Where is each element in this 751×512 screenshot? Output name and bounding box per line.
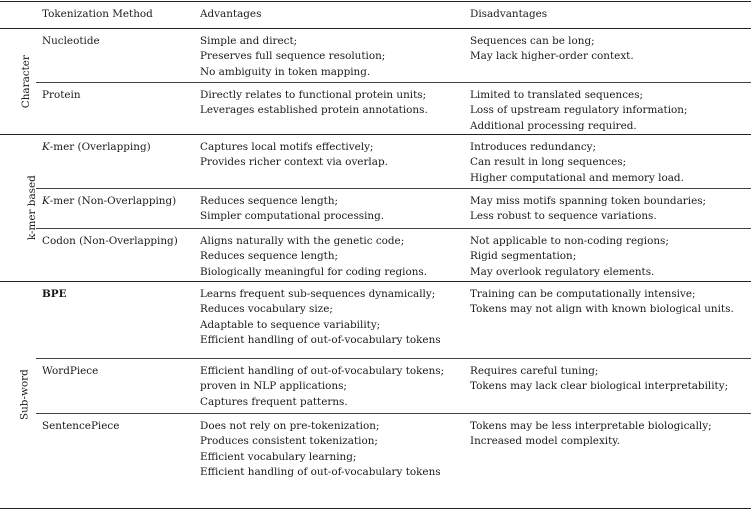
disadvantages-cell xyxy=(464,359,751,414)
table-row xyxy=(0,282,751,359)
advantage-item: Biologically meaningful for coding regions. xyxy=(200,265,428,278)
disadvantage-item: Tokens may not align with known biological units. xyxy=(470,303,734,316)
table-row xyxy=(0,414,751,509)
group-label: k-mer based xyxy=(25,175,38,241)
method-name: SentencePiece xyxy=(42,420,120,432)
advantage-item: Efficient handling of out-of-vocabulary tokens xyxy=(200,333,441,346)
disadvantage-item: May lack higher-order context. xyxy=(470,50,634,63)
advantage-item: Learns frequent sub-sequences dynamically; xyxy=(200,288,436,300)
disadvantage-item: Loss of upstream regulatory information; xyxy=(470,104,688,117)
advantage-item: Reduces sequence length; xyxy=(200,195,339,207)
advantage-item: Preserves full sequence resolution; xyxy=(200,50,386,63)
advantage-item: Simple and direct; xyxy=(200,35,298,47)
header-disadvantages: Disadvantages xyxy=(470,8,548,21)
advantage-item: Directly relates to functional protein units; xyxy=(200,89,427,101)
advantage-item: Provides richer context via overlap. xyxy=(200,156,388,169)
table-row xyxy=(0,135,751,189)
method-cell xyxy=(36,29,194,83)
method-name: Codon (Non-Overlapping) xyxy=(42,235,178,247)
advantage-item: Leverages established protein annotations. xyxy=(200,104,428,117)
table-row xyxy=(0,29,751,83)
disadvantages-cell xyxy=(464,29,751,83)
advantage-item: Aligns naturally with the genetic code; xyxy=(200,235,405,247)
group-label: Sub-word xyxy=(18,369,31,421)
method-cell xyxy=(36,414,194,509)
disadvantage-item: Tokens may be less interpretable biologically; xyxy=(470,420,712,432)
advantages-cell xyxy=(194,359,464,414)
disadvantage-item: Training can be computationally intensive; xyxy=(470,288,696,300)
advantage-item: Efficient handling of out-of-vocabulary tokens xyxy=(200,465,441,478)
disadvantage-item: Limited to translated sequences; xyxy=(470,89,644,101)
advantage-item: Captures frequent patterns. xyxy=(200,395,348,408)
method-name: Nucleotide xyxy=(42,35,100,47)
table-row xyxy=(0,229,751,282)
tokenization-comparison-table xyxy=(0,1,751,509)
advantages-cell xyxy=(194,29,464,83)
method-name: WordPiece xyxy=(42,365,99,377)
advantage-item: Does not rely on pre-tokenization; xyxy=(200,420,380,432)
disadvantage-item: Introduces redundancy; xyxy=(470,141,597,153)
method-name: K-mer (Overlapping) xyxy=(42,141,151,153)
group-label-cell xyxy=(0,29,36,135)
table-row xyxy=(0,189,751,229)
disadvantage-item: Can result in long sequences; xyxy=(470,156,627,169)
group-label-cell xyxy=(0,135,36,282)
disadvantages-cell xyxy=(464,229,751,282)
disadvantages-cell xyxy=(464,282,751,359)
header-group xyxy=(0,2,36,29)
disadvantage-item: Increased model complexity. xyxy=(470,435,621,448)
disadvantage-item: Additional processing required. xyxy=(470,119,637,132)
disadvantage-item: Requires careful tuning; xyxy=(470,365,599,377)
disadvantage-item: Sequences can be long; xyxy=(470,35,595,47)
method-cell xyxy=(36,135,194,189)
advantage-item: Efficient vocabulary learning; xyxy=(200,450,357,463)
disadvantage-item: Less robust to sequence variations. xyxy=(470,210,657,223)
advantages-cell xyxy=(194,229,464,282)
header-method: Tokenization Method xyxy=(42,8,153,21)
table-row xyxy=(0,83,751,135)
advantage-item: Efficient handling of out-of-vocabulary tokens; xyxy=(200,365,445,377)
advantages-cell xyxy=(194,83,464,135)
group-label-cell xyxy=(0,282,36,509)
advantage-item: Reduces vocabulary size; xyxy=(200,303,333,316)
disadvantage-item: May miss motifs spanning token boundaries; xyxy=(470,195,707,207)
advantages-cell xyxy=(194,135,464,189)
method-cell xyxy=(36,282,194,359)
advantage-item: Produces consistent tokenization; xyxy=(200,435,378,448)
method-name: K-mer (Non-Overlapping) xyxy=(42,195,177,207)
advantage-item: Adaptable to sequence variability; xyxy=(200,318,381,331)
disadvantages-cell xyxy=(464,414,751,509)
group-1 xyxy=(0,135,751,282)
method-name: Protein xyxy=(42,89,81,101)
advantages-cell xyxy=(194,189,464,229)
table-row xyxy=(0,359,751,414)
disadvantage-item: May overlook regulatory elements. xyxy=(470,265,655,278)
method-cell xyxy=(36,83,194,135)
header-row xyxy=(0,2,751,29)
disadvantages-cell xyxy=(464,83,751,135)
method-name: BPE xyxy=(42,288,67,300)
advantage-item: proven in NLP applications; xyxy=(200,380,347,393)
group-label: Character xyxy=(19,54,32,109)
group-0 xyxy=(0,29,751,135)
advantage-item: Simpler computational processing. xyxy=(200,210,385,223)
disadvantage-item: Higher computational and memory load. xyxy=(470,171,684,184)
advantage-item: Captures local motifs effectively; xyxy=(200,141,374,153)
header-advantages: Advantages xyxy=(200,8,262,21)
method-cell xyxy=(36,229,194,282)
advantage-item: Reduces sequence length; xyxy=(200,250,339,263)
advantage-item: No ambiguity in token mapping. xyxy=(200,65,371,78)
method-cell xyxy=(36,189,194,229)
group-2 xyxy=(0,282,751,509)
disadvantages-cell xyxy=(464,135,751,189)
disadvantages-cell xyxy=(464,189,751,229)
disadvantage-item: Rigid segmentation; xyxy=(470,250,577,263)
advantages-cell xyxy=(194,414,464,509)
method-cell xyxy=(36,359,194,414)
advantages-cell xyxy=(194,282,464,359)
disadvantage-item: Tokens may lack clear biological interpretability; xyxy=(470,380,729,393)
disadvantage-item: Not applicable to non-coding regions; xyxy=(470,235,669,247)
